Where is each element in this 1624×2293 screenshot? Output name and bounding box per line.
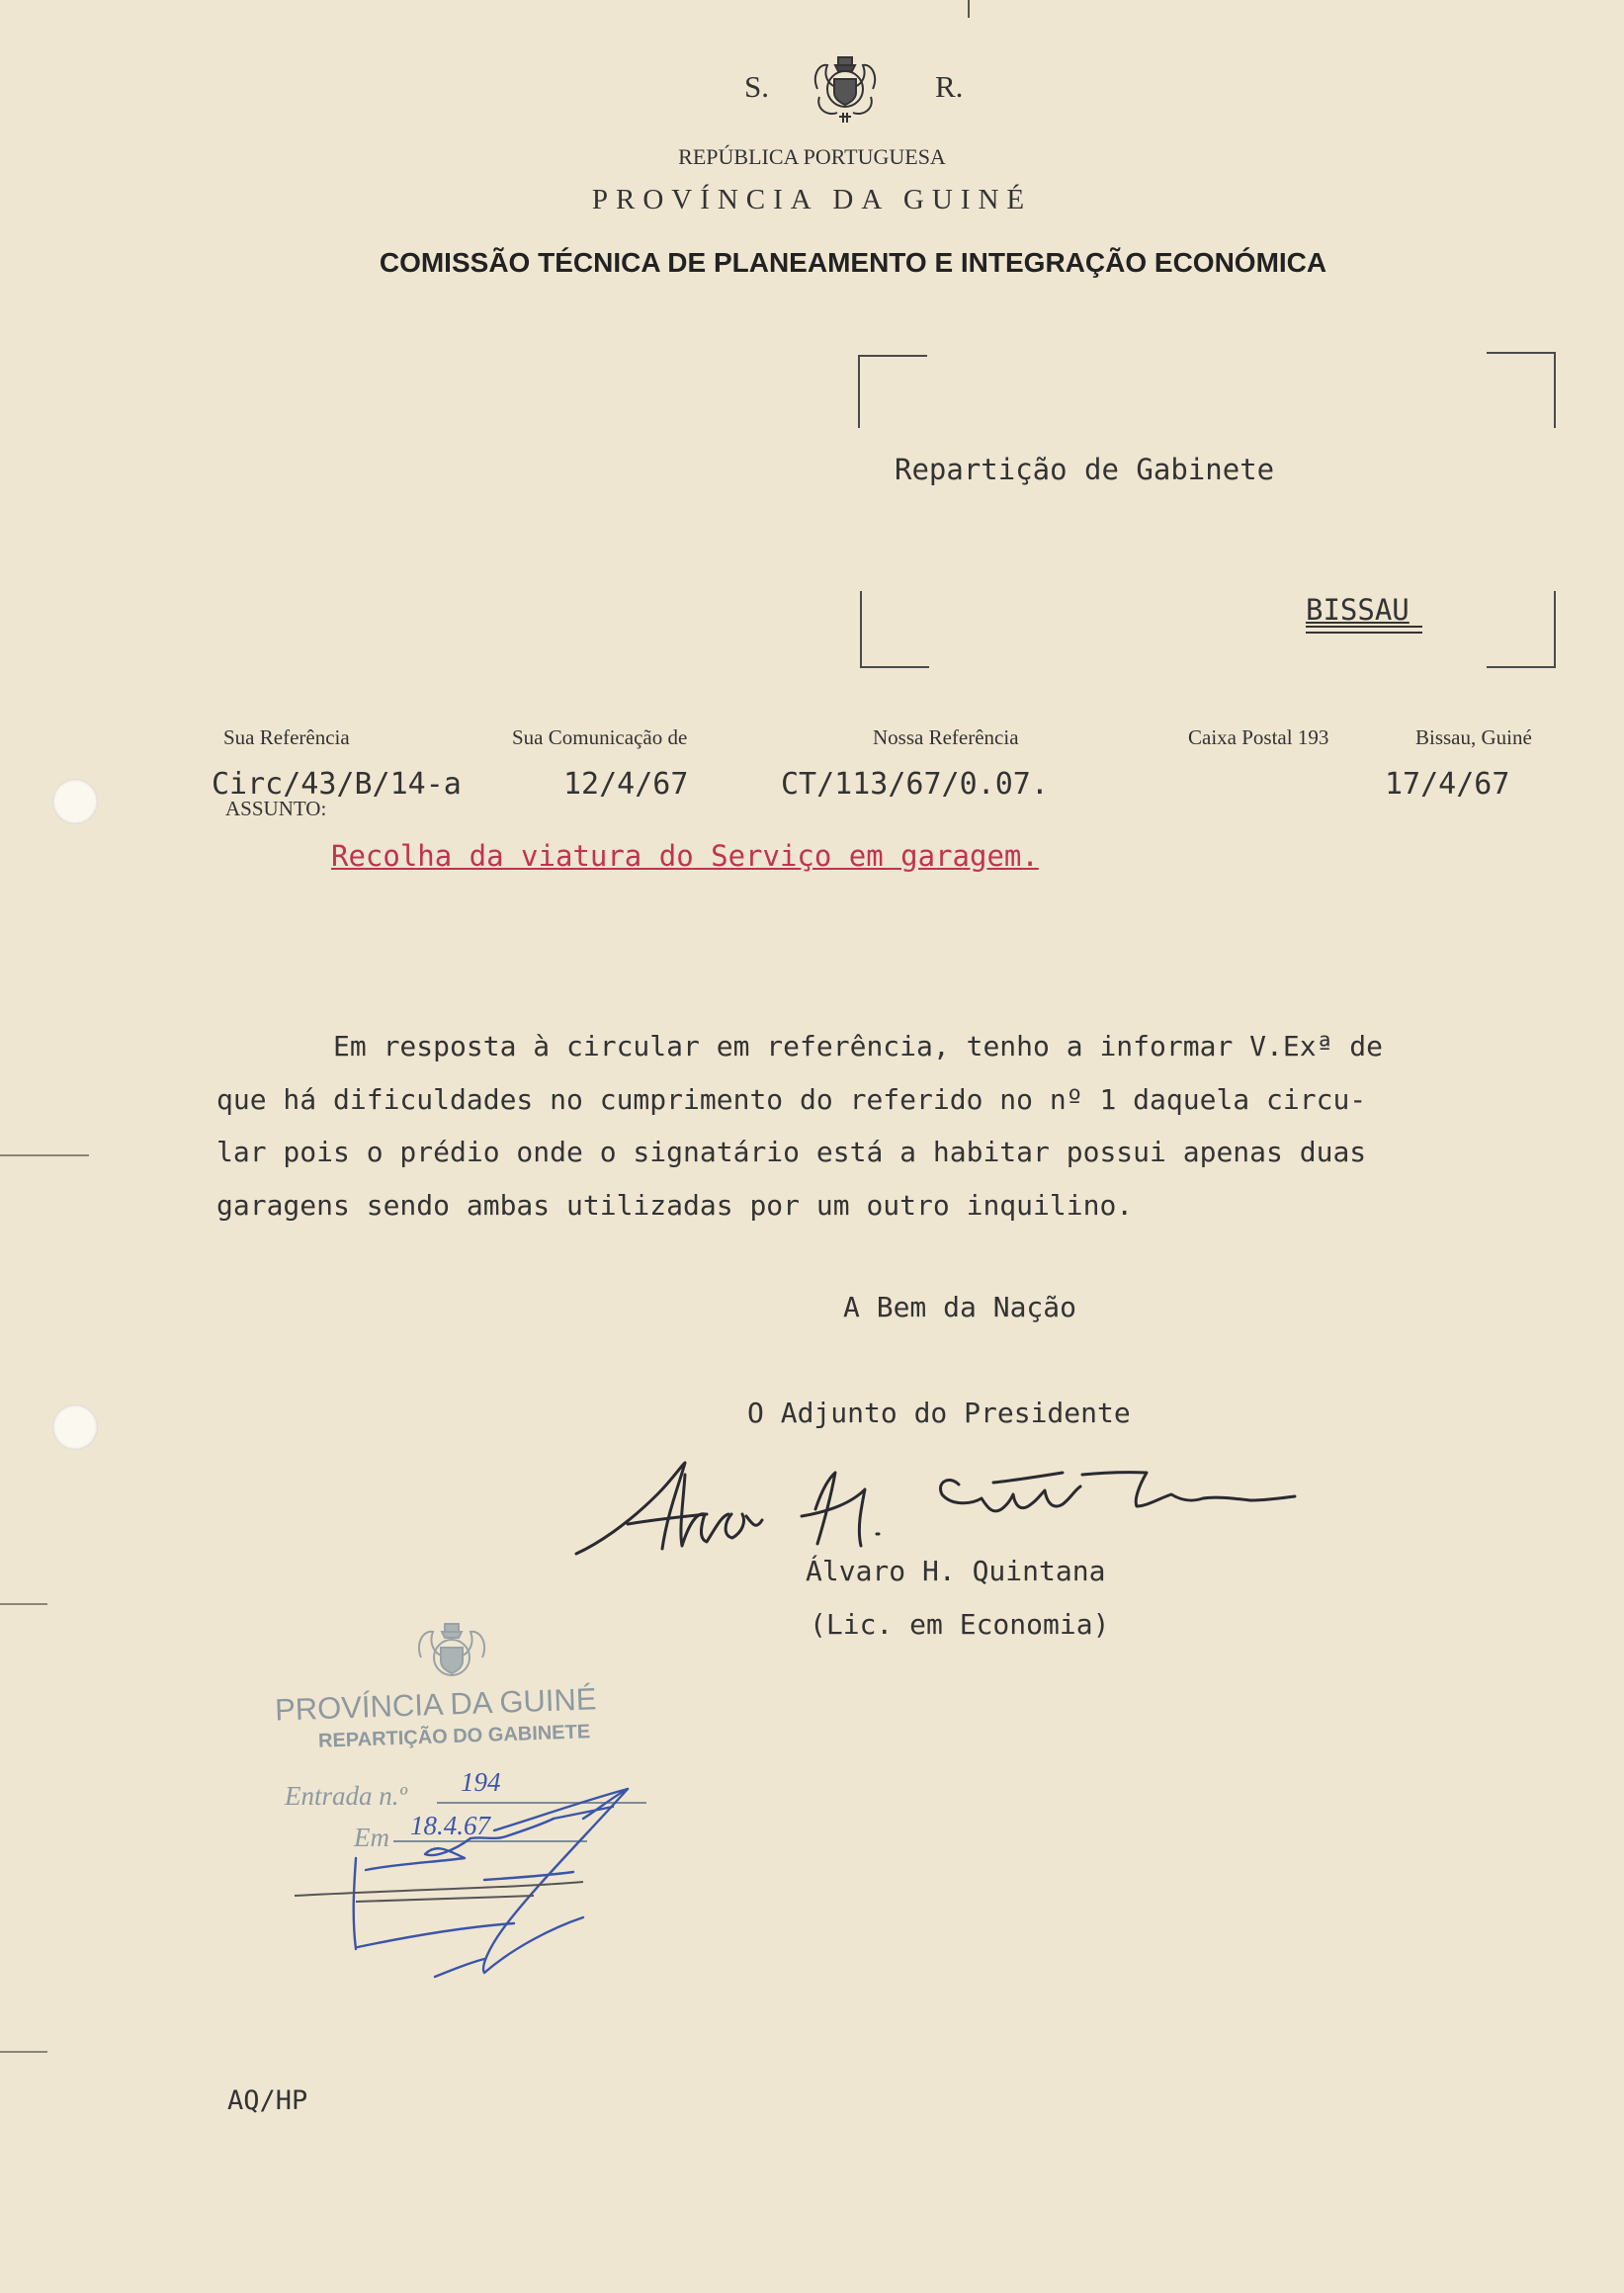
address-city-double-underline <box>1306 626 1422 634</box>
stamp-date-value: 18.4.67 <box>410 1811 490 1840</box>
value-nossa-referencia: CT/113/67/0.07. <box>781 767 1049 802</box>
punch-hole-bottom <box>52 1404 98 1450</box>
fold-mark-2 <box>0 1603 47 1605</box>
closing-name: Álvaro H. Quintana <box>806 1555 1106 1587</box>
body-line-1: Em resposta à circular em referência, tenho a informar V.Exª de <box>333 1030 1384 1062</box>
label-nossa-referencia: Nossa Referência <box>873 725 1019 749</box>
body-line-3: lar pois o prédio onde o signatário está a habitar possui apenas duas <box>216 1136 1367 1168</box>
stamp-entry-label: Entrada n.º <box>285 1781 407 1811</box>
subject-label: ASSUNTO: <box>225 797 327 820</box>
stamp-province: PROVÍNCIA DA GUINÉ <box>274 1681 598 1728</box>
address-bracket-top-left <box>858 355 927 428</box>
label-sua-comunicacao: Sua Comunicação de <box>512 725 688 749</box>
coat-of-arms-icon <box>806 51 885 127</box>
body-line-2: que há dificuldades no cumprimento do referido no nº 1 daquela circu- <box>216 1083 1367 1116</box>
value-data: 17/4/67 <box>1385 767 1510 802</box>
label-caixa-postal: Caixa Postal 193 <box>1188 725 1329 749</box>
stamp-department: REPARTIÇÃO DO GABINETE <box>317 1721 591 1752</box>
address-bracket-bottom-left <box>860 591 929 668</box>
header-republic: REPÚBLICA PORTUGUESA <box>678 144 946 169</box>
stamp-coat-of-arms-icon <box>407 1618 496 1693</box>
subject-text: Recolha da viatura do Serviço em garagem. <box>331 839 1039 873</box>
label-sua-referencia: Sua Referência <box>223 725 350 749</box>
punch-hole-top <box>52 779 98 824</box>
body-line-4: garagens sendo ambas utilizadas por um outro inquilino. <box>216 1189 1134 1222</box>
value-sua-referencia: Circ/43/B/14-a <box>212 767 462 802</box>
footer-initials: AQ/HP <box>227 2085 308 2116</box>
address-city: BISSAU <box>1306 593 1410 627</box>
label-local: Bissau, Guiné <box>1415 725 1532 749</box>
address-department: Repartição de Gabinete <box>895 453 1275 486</box>
header-province: PROVÍNCIA DA GUINÉ <box>591 184 1033 215</box>
stamp-entry-number: 194 <box>461 1767 501 1797</box>
closing-role: O Adjunto do Presidente <box>747 1397 1131 1429</box>
fold-mark-1 <box>0 1154 89 1156</box>
fold-mark-3 <box>0 2051 47 2053</box>
blue-pen-marks <box>287 1779 820 2016</box>
value-sua-comunicacao: 12/4/67 <box>563 767 689 802</box>
handwritten-signature <box>568 1455 1300 1564</box>
stamp-date-label: Em <box>354 1823 389 1852</box>
address-bracket-top-right <box>1487 352 1556 428</box>
header-commission: COMISSÃO TÉCNICA DE PLANEAMENTO E INTEGRAÇÃO ECONÓMICA <box>379 247 1327 278</box>
address-bracket-bottom-right <box>1487 591 1556 668</box>
header-letter-r: R. <box>935 69 964 104</box>
top-edge-tick <box>968 0 970 18</box>
closing-salutation: A Bem da Nação <box>843 1291 1077 1323</box>
header-letter-s: S. <box>744 69 769 104</box>
closing-title: (Lic. em Economia) <box>810 1608 1110 1641</box>
